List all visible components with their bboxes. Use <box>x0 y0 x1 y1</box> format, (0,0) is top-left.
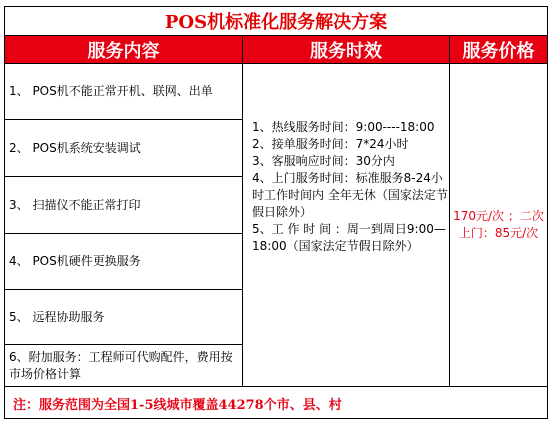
service-price-column <box>450 64 547 386</box>
service-item: 4、 POS机硬件更换服务 <box>5 234 242 290</box>
service-content-column <box>5 64 243 386</box>
service-table <box>4 6 548 419</box>
hours-line: 3、客服响应时间：30分内 <box>252 154 395 168</box>
service-item: 3、 扫描仪不能正常打印 <box>5 177 242 234</box>
hours-line: 2、接单服务时间：7*24小时 <box>252 137 409 151</box>
service-item: 2、 POS机系统安装调试 <box>5 120 242 177</box>
header-service-price: 服务价格 <box>450 36 547 64</box>
service-hours-column <box>243 64 450 386</box>
service-item: 6、附加服务：工程师可代购配件，费用按市场价格计算 <box>9 349 233 381</box>
header-service-hours: 服务时效 <box>243 36 450 64</box>
service-hours-text <box>252 119 448 255</box>
hours-line: 1、热线服务时间：9:00----18:00 <box>252 120 435 134</box>
price-text: 170元/次 ；二次上门：85元/次 <box>453 209 544 240</box>
coverage-note: 注：服务范围为全国1-5线城市覆盖44278个市、县、村 <box>5 386 547 419</box>
header-service-content: 服务内容 <box>5 36 243 64</box>
hours-line: 5、工 作 时 间 ：周一到周日9:00—18:00（国家法定节假日除外） <box>252 222 446 253</box>
service-item: 5、 远程协助服务 <box>5 290 242 345</box>
hours-line: 4、上门服务时间：标准服务8-24小时工作时间内 全年无休（国家法定节假日除外） <box>252 171 448 219</box>
table-title: POS机标准化服务解决方案 <box>5 7 547 36</box>
service-item: 1、 POS机不能正常开机、联网、出单 <box>5 64 242 120</box>
